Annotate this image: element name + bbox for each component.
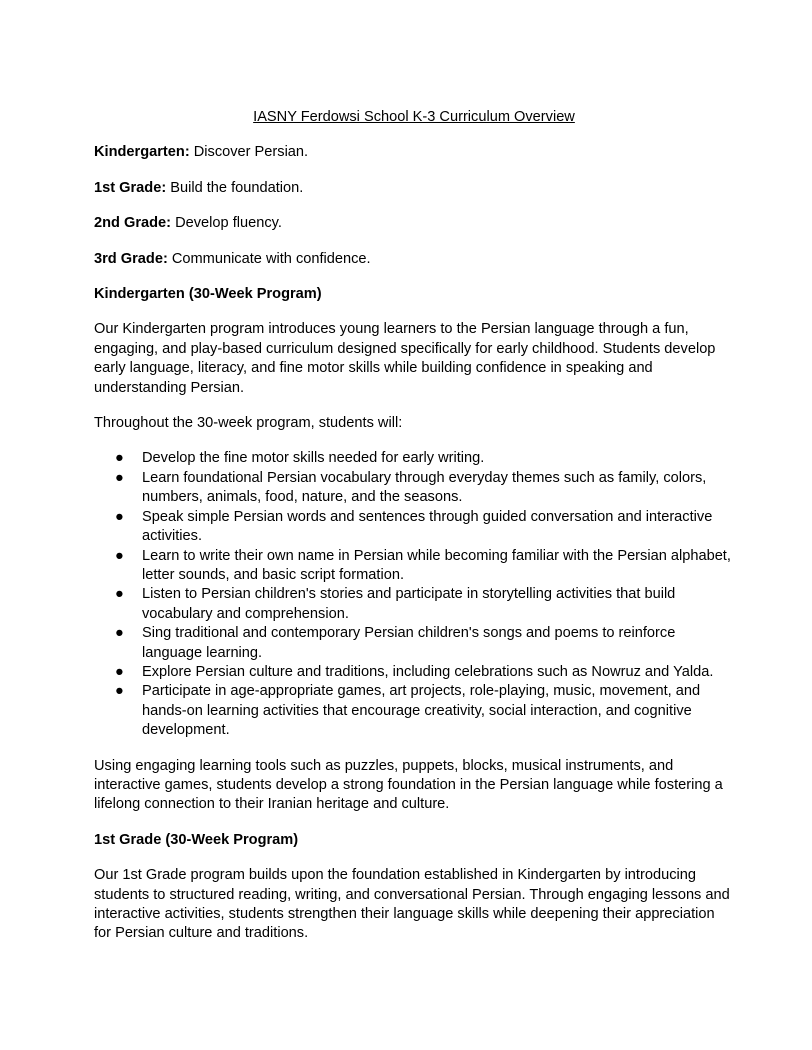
list-item-text: Listen to Persian children's stories and participate in storytelling activities that build vocabulary and comprehension. [142,586,676,622]
summary-text: Develop fluency. [171,215,282,232]
summary-text: Build the foundation. [166,179,304,196]
list-item [94,585,734,624]
summary-1st-grade [94,179,734,198]
summary-label: Kindergarten: [94,144,190,161]
bullet-icon: ● [115,508,124,525]
bullet-icon: ● [115,663,124,680]
bullet-icon: ● [115,586,124,603]
bullet-icon: ● [115,450,124,467]
document-title: IASNY Ferdowsi School K-3 Curriculum Overview [253,109,575,125]
list-item [94,624,734,663]
list-item-text: Develop the fine motor skills needed for early writing. [142,450,485,467]
summary-label: 3rd Grade: [94,250,168,267]
summary-label: 2nd Grade: [94,215,172,232]
kindergarten-lead-in: Throughout the 30-week program, students will: [94,415,403,432]
summary-text: Discover Persian. [189,144,309,161]
summary-kindergarten [94,143,734,162]
summary-label: 1st Grade: [94,179,167,196]
list-item [94,547,734,586]
first-grade-intro: Our 1st Grade program builds upon the foundation established in Kindergarten by introducing students to structured reading, writing, and conversational Persian. Through engaging lessons and interactive activities, students strengthen their language skills while deepening their appreciation for Persian culture and traditions. [94,867,730,942]
list-item-text: Learn foundational Persian vocabulary through everyday themes such as family, colors, numbers, animals, food, nature, and the seasons. [142,469,707,506]
first-grade-heading: 1st Grade (30-Week Program) [94,831,299,848]
document-page [94,108,734,960]
kindergarten-intro: Our Kindergarten program introduces young learners to the Persian language through a fun, engaging, and play-based curriculum designed specifically for early childhood. Students develop early language, literacy, and fine motor skills while building confidence in speaking and understanding Persian. [94,321,716,396]
list-item-text: Participate in age-appropriate games, art projects, role-playing, music, movement, and hands-on learning activities that encourage creativity, social interaction, and cognitive development. [142,683,701,739]
list-item-text: Explore Persian culture and traditions, including celebrations such as Nowruz and Yalda. [142,663,714,680]
summary-3rd-grade [94,250,734,269]
list-item [94,682,734,740]
kindergarten-bullet-list [94,449,734,740]
kindergarten-heading: Kindergarten (30-Week Program) [94,286,322,303]
bullet-icon: ● [115,547,124,564]
list-item-text: Sing traditional and contemporary Persian children's songs and poems to reinforce language learning. [142,625,676,661]
summary-text: Communicate with confidence. [167,250,371,267]
bullet-icon: ● [115,625,124,642]
kindergarten-closing: Using engaging learning tools such as puzzles, puppets, blocks, musical instruments, and interactive games, students develop a strong foundation in the Persian language while fostering a lifelong connection to their Iranian heritage and culture. [94,757,723,813]
bullet-icon: ● [115,683,124,700]
list-item [94,663,734,682]
bullet-icon: ● [115,469,124,486]
summary-2nd-grade [94,214,734,233]
list-item [94,508,734,547]
list-item-text: Speak simple Persian words and sentences through guided conversation and interactive activities. [142,508,713,545]
list-item [94,449,734,468]
list-item [94,469,734,508]
list-item-text: Learn to write their own name in Persian while becoming familiar with the Persian alphabet, letter sounds, and basic script formation. [142,547,731,583]
